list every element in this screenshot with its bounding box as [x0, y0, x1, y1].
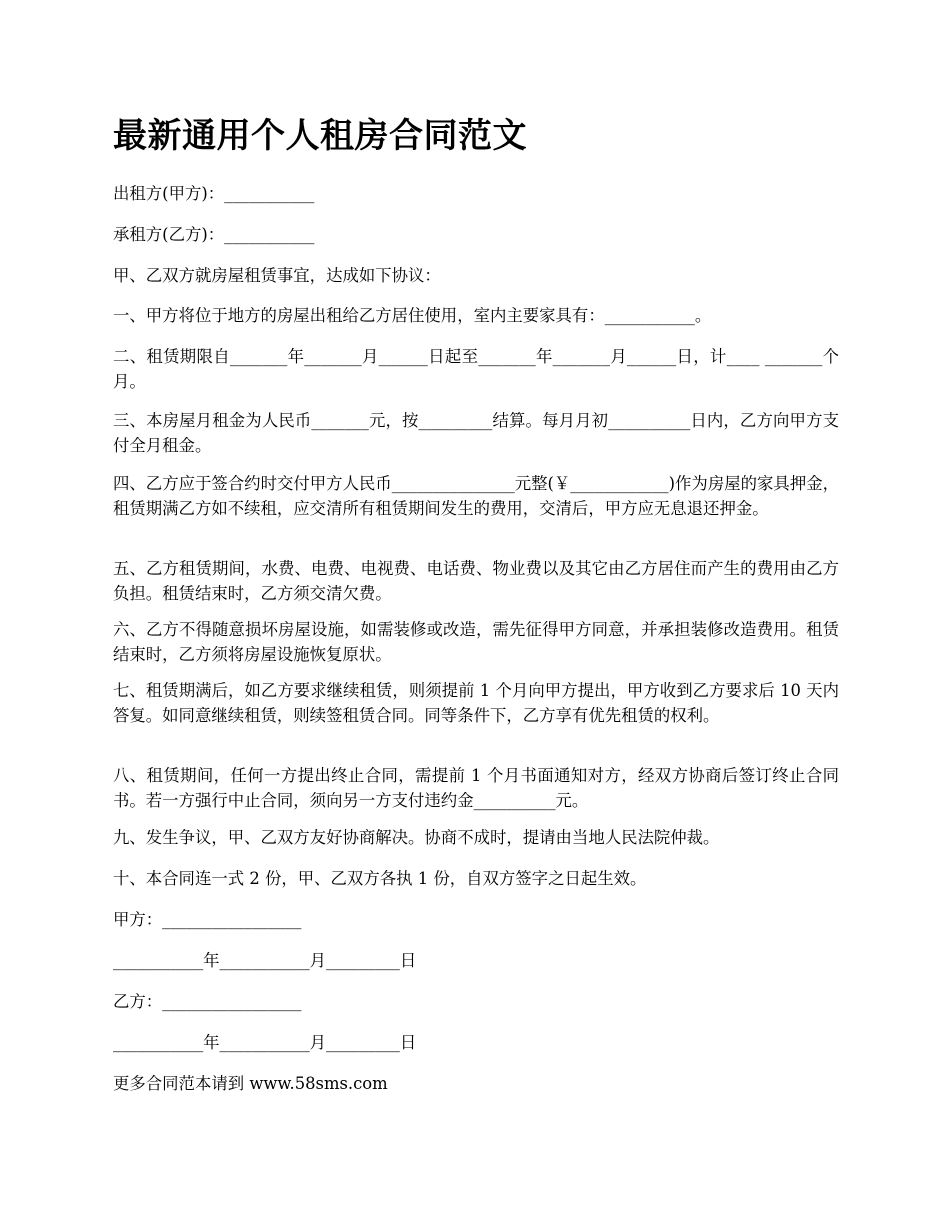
party-a-signature: 甲方：_________________ — [113, 910, 302, 929]
party-a-date: ___________年___________月_________日 — [113, 951, 417, 970]
clause-7: 七、租赁期满后，如乙方要求继续租赁，则须提前 1 个月向甲方提出，甲方收到乙方要求后 10 天内答复。如同意继续租赁，则续签租赁合同。同等条件下，乙方享有优先租赁的权利。 — [113, 681, 839, 725]
document-title: 最新通用个人租房合同范文 — [113, 116, 527, 156]
clause-2: 二、租赁期限自_______年_______月______日起至_______年_______月______日，计____ _______个月。 — [113, 347, 839, 391]
clause-5: 五、乙方租赁期间，水费、电费、电视费、电话费、物业费以及其它由乙方居住而产生的费用由乙方负担。租赁结束时，乙方须交清欠费。 — [113, 559, 839, 603]
clause-10: 十、本合同连一式 2 份，甲、乙双方各执 1 份，自双方签字之日起生效。 — [113, 869, 647, 888]
clause-4: 四、乙方应于签合约时交付甲方人民币_______________元整(￥____________)作为房屋的家具押金，租赁期满乙方如不续租，应交清所有租赁期间发生的费用，交清后，甲方应无息退还押金。 — [113, 474, 839, 518]
footer-link-text: 更多合同范本请到 www.58sms.com — [113, 1074, 388, 1093]
clause-9: 九、发生争议，甲、乙双方友好协商解决。协商不成时，提请由当地人民法院仲裁。 — [113, 828, 720, 847]
clause-8: 八、租赁期间，任何一方提出终止合同，需提前 1 个月书面通知对方，经双方协商后签订终止合同书。若一方强行中止合同，须向另一方支付违约金__________元。 — [113, 766, 839, 810]
clause-1: 一、甲方将位于地方的房屋出租给乙方居住使用，室内主要家具有：___________。 — [113, 306, 712, 325]
intro-paragraph: 甲、乙双方就房屋租赁事宜，达成如下协议： — [113, 266, 441, 285]
clause-3: 三、本房屋月租金为人民币_______元，按_________结算。每月月初__________日内，乙方向甲方支付全月租金。 — [113, 411, 839, 455]
party-b-date: ___________年___________月_________日 — [113, 1033, 417, 1052]
party-b-signature: 乙方：_________________ — [113, 992, 302, 1011]
lessor-line: 出租方(甲方)：___________ — [113, 184, 315, 203]
clause-6: 六、乙方不得随意损坏房屋设施，如需装修或改造，需先征得甲方同意，并承担装修改造费用。租赁结束时，乙方须将房屋设施恢复原状。 — [113, 620, 839, 664]
lessee-line: 承租方(乙方)：___________ — [113, 225, 315, 244]
